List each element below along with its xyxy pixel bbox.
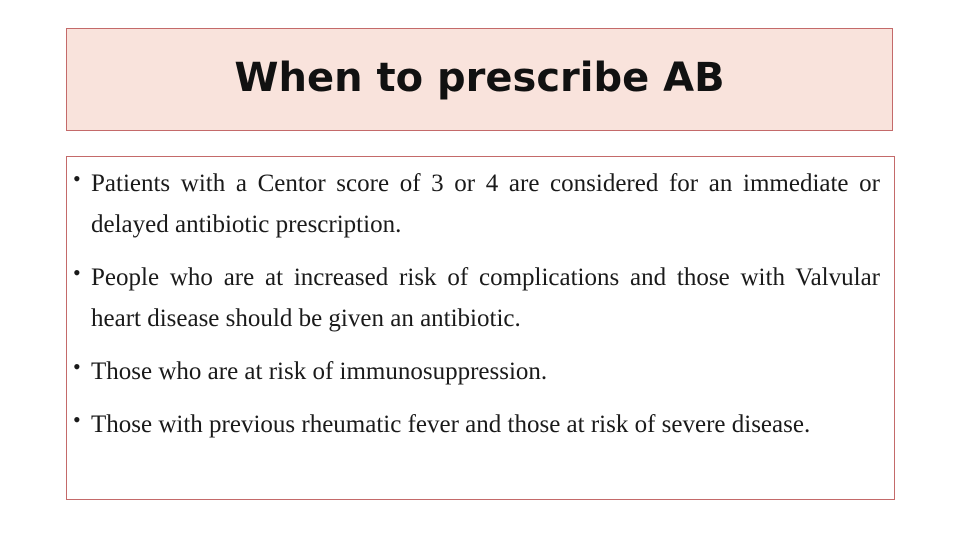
bullet-text: Patients with a Centor score of 3 or 4 are considered for an immediate or delayed antibiotic prescription. <box>91 170 880 238</box>
content-box <box>66 156 895 500</box>
bullet-dot-icon: • <box>73 260 81 285</box>
bullet-text: Those with previous rheumatic fever and those at risk of severe disease. <box>91 411 811 438</box>
bullet-dot-icon: • <box>73 166 81 191</box>
bullet-item <box>73 351 880 392</box>
bullet-text: People who are at increased risk of complications and those with Valvular heart disease should be given an antibiotic. <box>91 264 880 332</box>
bullet-item <box>73 404 880 445</box>
bullet-dot-icon: • <box>73 407 81 432</box>
bullet-list <box>73 163 880 445</box>
bullet-text: Those who are at risk of immunosuppression. <box>91 358 548 385</box>
bullet-dot-icon: • <box>73 354 81 379</box>
bullet-item <box>73 257 880 339</box>
bullet-item <box>73 163 880 245</box>
slide-title: When to prescribe AB <box>234 54 725 101</box>
title-box <box>66 28 893 131</box>
